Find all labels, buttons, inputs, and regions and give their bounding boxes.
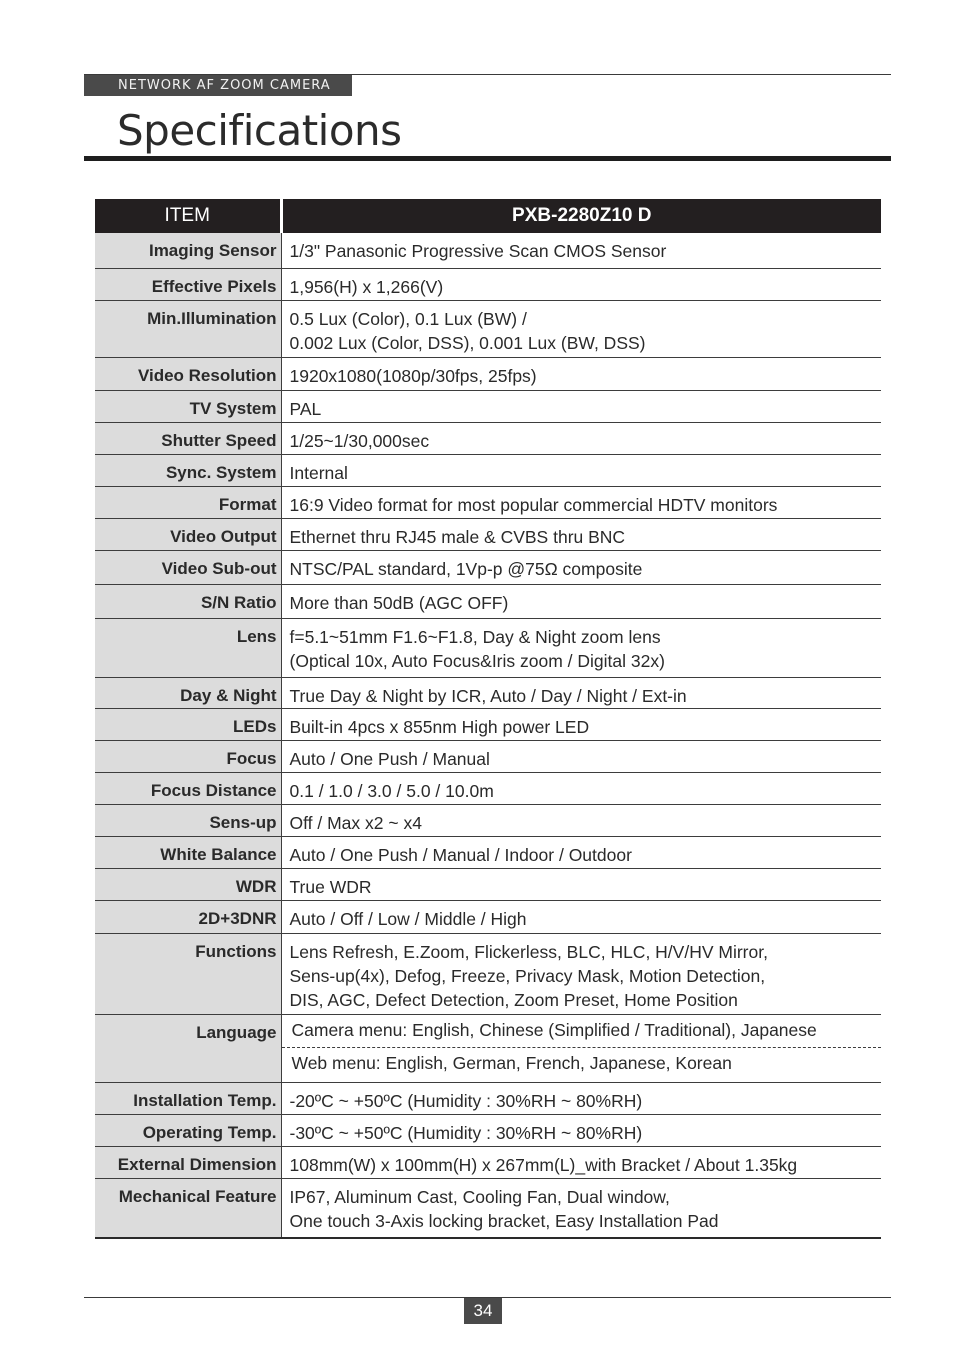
spec-value	[281, 933, 881, 1014]
spec-value	[281, 1178, 881, 1238]
table-row	[95, 1178, 881, 1238]
spec-value-line: 0.1 / 1.0 / 3.0 / 5.0 / 10.0m	[289, 780, 494, 801]
spec-value	[281, 1114, 881, 1146]
table-row	[95, 772, 881, 804]
spec-value-line: f=5.1~51mm F1.6~F1.8, Day & Night zoom lens	[289, 626, 661, 647]
table-row	[95, 618, 881, 677]
spec-value-line: Auto / One Push / Manual / Indoor / Outdoor	[289, 844, 632, 865]
spec-value	[281, 868, 881, 900]
spec-label: Effective Pixels	[95, 268, 281, 300]
spec-value-line: True WDR	[289, 876, 372, 897]
spec-value	[281, 740, 881, 772]
spec-label: Day & Night	[95, 677, 281, 708]
spec-label: Min.Illumination	[95, 300, 281, 357]
spec-value-line: 1/25~1/30,000sec	[289, 430, 430, 451]
spec-value	[281, 390, 881, 422]
spec-label: Language	[95, 1014, 281, 1082]
spec-value	[281, 804, 881, 836]
spec-label: White Balance	[95, 836, 281, 868]
spec-value	[281, 708, 881, 740]
page-number: 34	[464, 1298, 502, 1324]
spec-label: Video Output	[95, 518, 281, 550]
spec-value-line: PAL	[289, 398, 322, 419]
spec-value-line: Web menu: English, German, French, Japanese, Korean	[291, 1052, 732, 1073]
table-row	[95, 233, 881, 268]
table-row	[95, 708, 881, 740]
table-row	[95, 584, 881, 618]
spec-value	[281, 836, 881, 868]
column-header-item: ITEM	[95, 199, 281, 233]
spec-value	[281, 518, 881, 550]
spec-value	[281, 618, 881, 677]
page-title: Specifications	[117, 106, 402, 155]
spec-label: Mechanical Feature	[95, 1178, 281, 1238]
spec-value-line: Built-in 4pcs x 855nm High power LED	[289, 716, 590, 737]
spec-value	[281, 268, 881, 300]
spec-value-line: 0.002 Lux (Color, DSS), 0.001 Lux (BW, DSS)	[289, 332, 646, 353]
table-row	[95, 933, 881, 1014]
spec-value-line: 1/3" Panasonic Progressive Scan CMOS Sensor	[289, 241, 667, 261]
spec-label: Focus Distance	[95, 772, 281, 804]
table-row	[95, 1014, 881, 1082]
spec-value-line: 0.5 Lux (Color), 0.1 Lux (BW) /	[289, 308, 527, 329]
spec-label: S/N Ratio	[95, 584, 281, 618]
spec-value-line: Ethernet thru RJ45 male & CVBS thru BNC	[289, 526, 626, 547]
spec-label: External Dimension	[95, 1146, 281, 1178]
table-row	[95, 518, 881, 550]
table-row	[95, 677, 881, 708]
spec-value	[281, 677, 881, 708]
spec-value-line: IP67, Aluminum Cast, Cooling Fan, Dual window,	[289, 1186, 670, 1207]
spec-value-line: 108mm(W) x 100mm(H) x 267mm(L)_with Bracket / About 1.35kg	[289, 1154, 798, 1175]
spec-label: LEDs	[95, 708, 281, 740]
spec-value-line: Lens Refresh, E.Zoom, Flickerless, BLC, HLC, H/V/HV Mirror,	[289, 941, 768, 962]
spec-value-line: More than 50dB (AGC OFF)	[289, 592, 509, 613]
spec-value-line: 16:9 Video format for most popular commercial HDTV monitors	[289, 494, 778, 515]
table-row	[95, 1146, 881, 1178]
spec-value-line: Sens-up(4x), Defog, Freeze, Privacy Mask, Motion Detection,	[289, 965, 766, 986]
spec-label: Imaging Sensor	[95, 233, 281, 268]
spec-table	[95, 199, 881, 1239]
spec-value	[281, 584, 881, 618]
table-row	[95, 1114, 881, 1146]
spec-label: Shutter Speed	[95, 422, 281, 454]
spec-value-line: Off / Max x2 ~ x4	[289, 812, 422, 833]
spec-label: WDR	[95, 868, 281, 900]
spec-label: Lens	[95, 618, 281, 677]
spec-value	[281, 1082, 881, 1114]
spec-value-line: 1,956(H) x 1,266(V)	[289, 276, 444, 297]
spec-label: Format	[95, 486, 281, 518]
column-header-model: PXB-2280Z10 D	[281, 199, 881, 233]
spec-value-line: Auto / One Push / Manual	[289, 748, 490, 769]
table-row	[95, 390, 881, 422]
spec-value	[281, 454, 881, 486]
table-row	[95, 1082, 881, 1114]
table-row	[95, 454, 881, 486]
table-row	[95, 836, 881, 868]
spec-label: Operating Temp.	[95, 1114, 281, 1146]
spec-value-line: Internal	[289, 462, 348, 483]
spec-value-line: (Optical 10x, Auto Focus&Iris zoom / Digital 32x)	[289, 650, 665, 671]
table-row	[95, 740, 881, 772]
spec-value-line: Auto / Off / Low / Middle / High	[289, 908, 527, 929]
title-rule	[84, 156, 891, 161]
spec-value-line: Camera menu: English, Chinese (Simplified / Traditional), Japanese	[282, 1015, 882, 1048]
spec-value	[281, 486, 881, 518]
spec-label: Sync. System	[95, 454, 281, 486]
spec-value	[281, 1146, 881, 1178]
spec-value-line: One touch 3-Axis locking bracket, Easy Installation Pad	[289, 1210, 719, 1231]
spec-value	[281, 422, 881, 454]
spec-label: Video Sub-out	[95, 550, 281, 584]
spec-value-line: -30ºC ~ +50ºC (Humidity : 30%RH ~ 80%RH)	[289, 1122, 643, 1143]
spec-value-line: NTSC/PAL standard, 1Vp-p @75Ω composite	[289, 558, 643, 579]
table-row	[95, 550, 881, 584]
spec-value-line: DIS, AGC, Defect Detection, Zoom Preset, Home Position	[289, 989, 738, 1010]
table-row	[95, 300, 881, 357]
spec-value	[281, 357, 881, 390]
spec-value-line: -20ºC ~ +50ºC (Humidity : 30%RH ~ 80%RH)	[289, 1090, 643, 1111]
table-row	[95, 900, 881, 933]
table-row	[95, 486, 881, 518]
spec-label: Focus	[95, 740, 281, 772]
spec-value	[281, 900, 881, 933]
spec-label: 2D+3DNR	[95, 900, 281, 933]
spec-value-line: 1920x1080(1080p/30fps, 25fps)	[289, 365, 537, 386]
table-row	[95, 422, 881, 454]
table-header-row	[95, 199, 881, 233]
spec-label: Installation Temp.	[95, 1082, 281, 1114]
spec-value	[281, 1014, 881, 1082]
spec-label: Video Resolution	[95, 357, 281, 390]
table-row	[95, 804, 881, 836]
spec-label: TV System	[95, 390, 281, 422]
spec-value	[281, 300, 881, 357]
table-row	[95, 868, 881, 900]
spec-label: Functions	[95, 933, 281, 1014]
table-row	[95, 268, 881, 300]
table-row	[95, 357, 881, 390]
spec-label: Sens-up	[95, 804, 281, 836]
spec-value	[281, 550, 881, 584]
spec-value	[281, 233, 881, 268]
spec-table-body	[95, 233, 881, 1238]
spec-value-line: True Day & Night by ICR, Auto / Day / Night / Ext-in	[289, 685, 687, 706]
spec-value	[281, 772, 881, 804]
section-tag: NETWORK AF ZOOM CAMERA	[84, 75, 352, 96]
